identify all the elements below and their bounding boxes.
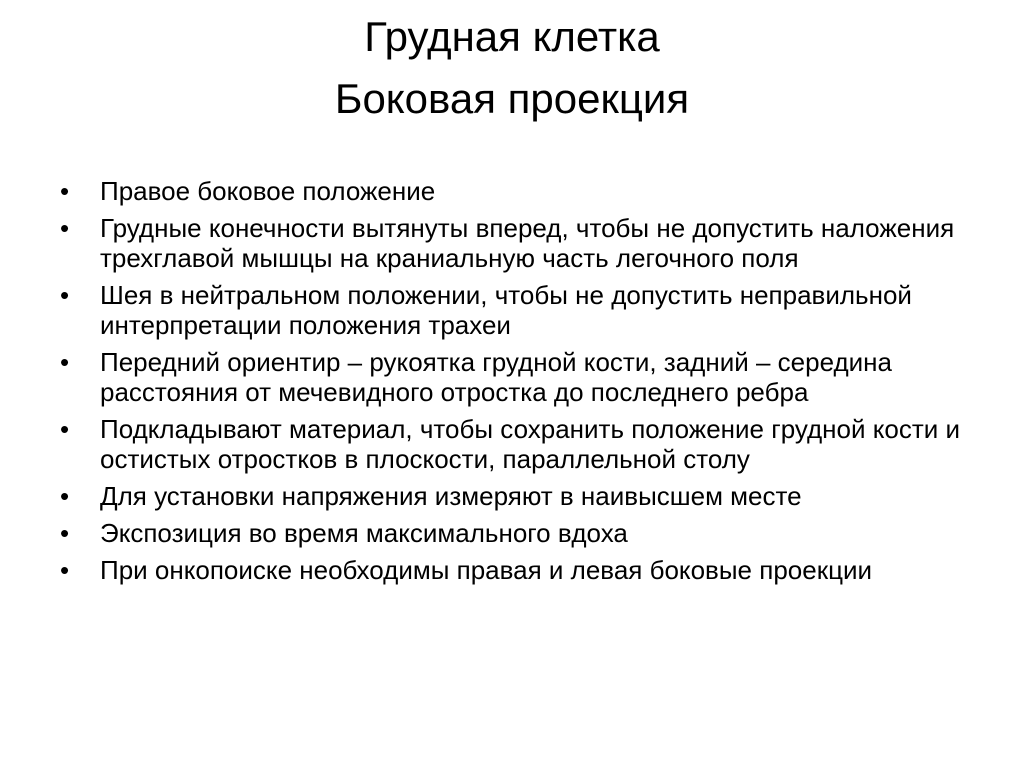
bullet-icon: • (60, 280, 70, 310)
bullet-icon: • (60, 347, 70, 377)
bullet-item (60, 347, 970, 407)
title-line-1: Грудная клетка (364, 13, 660, 60)
bullet-text: Грудные конечности вытянуты вперед, чтобы не допустить наложения трехглавой мышцы на краниальную часть легочного поля (100, 213, 955, 273)
bullet-text: Шея в нейтральном положении, чтобы не допустить неправильной интерпретации положения трахеи (100, 280, 912, 340)
bullet-text: При онкопоиске необходимы правая и левая боковые проекции (100, 555, 873, 585)
bullet-item (60, 280, 970, 340)
bullet-text: Передний ориентир – рукоятка грудной кости, задний – середина расстояния от мечевидного отростка до последнего ребра (100, 347, 892, 407)
bullet-item (60, 481, 970, 511)
bullet-text: Экспозиция во время максимального вдоха (100, 518, 628, 548)
slide-title (0, 6, 1024, 130)
bullet-icon: • (60, 481, 70, 511)
bullet-item (60, 213, 970, 273)
bullet-icon: • (60, 555, 70, 585)
bullet-list (60, 176, 970, 592)
bullet-text: Правое боковое положение (100, 176, 436, 206)
bullet-icon: • (60, 518, 70, 548)
bullet-item (60, 518, 970, 548)
bullet-text: Для установки напряжения измеряют в наивысшем месте (100, 481, 802, 511)
bullet-icon: • (60, 176, 70, 206)
bullet-item (60, 555, 970, 585)
bullet-icon: • (60, 213, 70, 243)
bullet-icon: • (60, 414, 70, 444)
bullet-item (60, 414, 970, 474)
title-line-2: Боковая проекция (334, 75, 690, 122)
bullet-item (60, 176, 970, 206)
bullet-text: Подкладывают материал, чтобы сохранить положение грудной кости и остистых отростков в плоскости, параллельной столу (100, 414, 961, 474)
